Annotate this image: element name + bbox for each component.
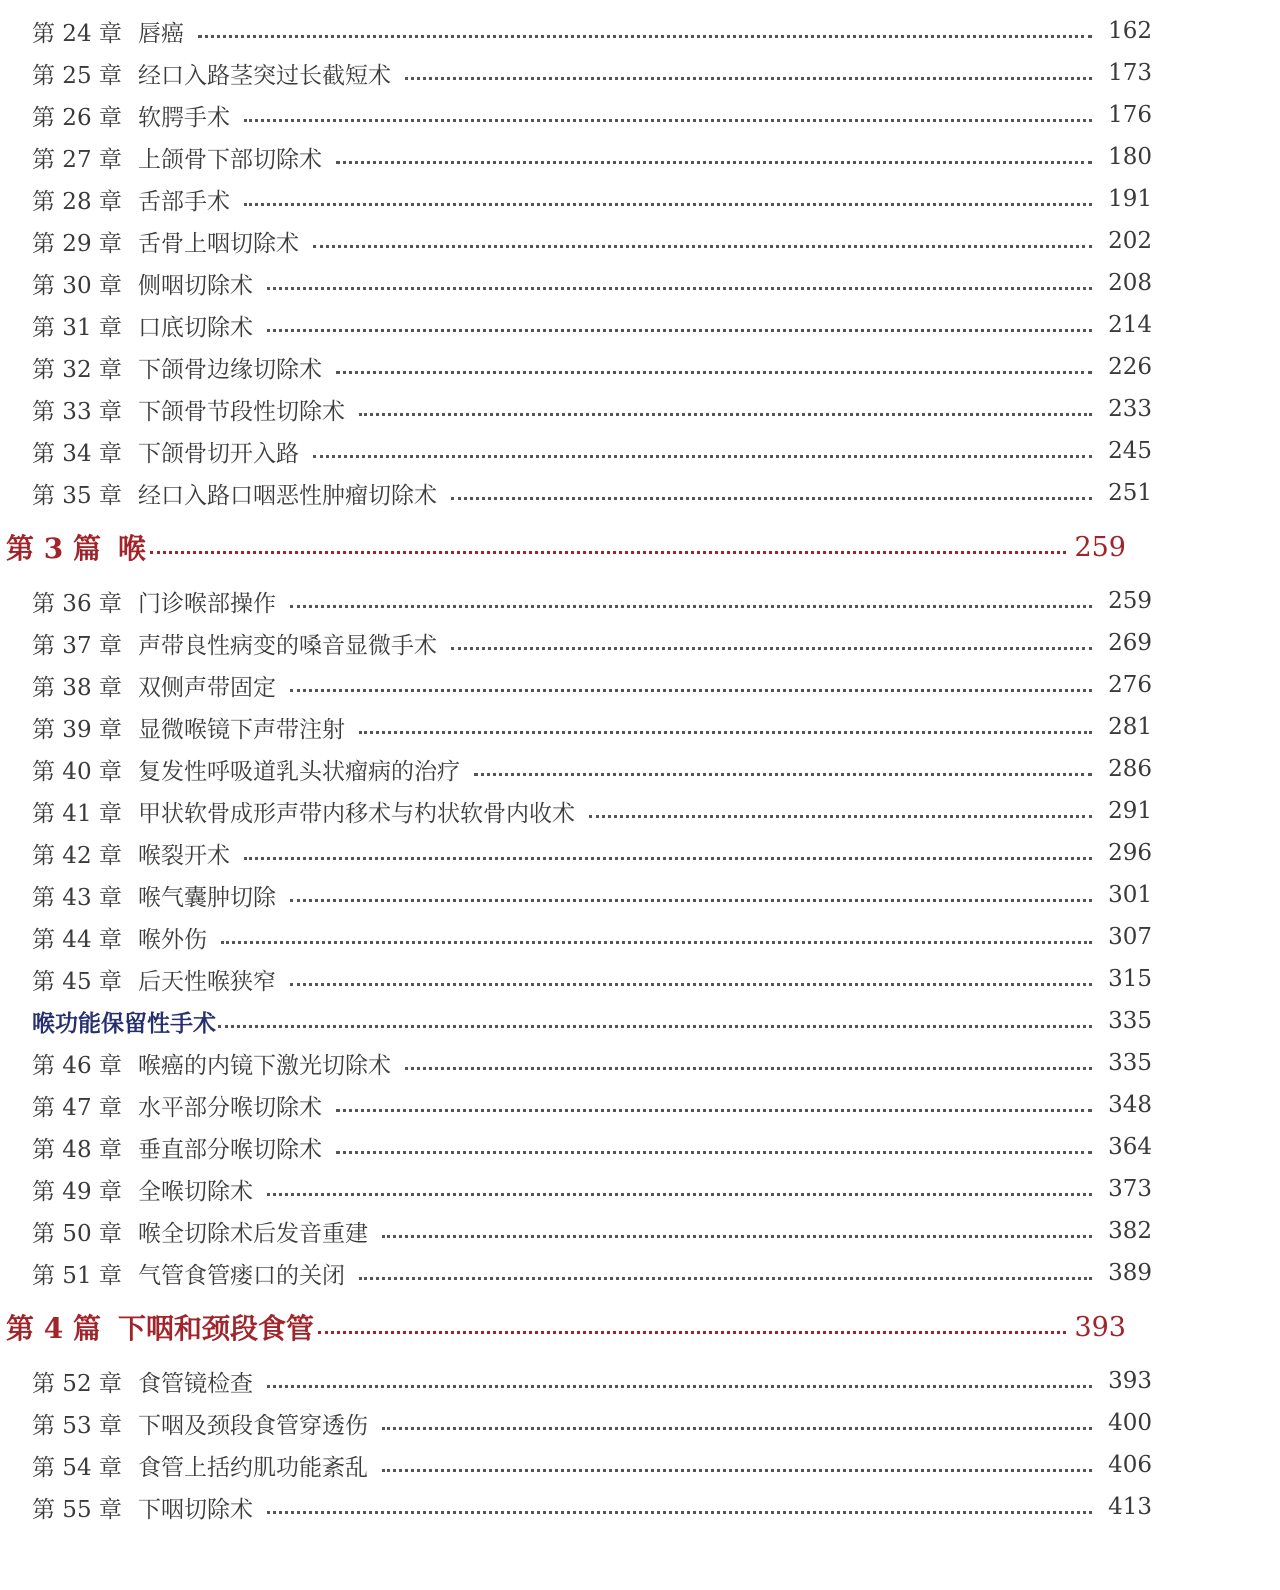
chapter-title: 上颌骨下部切除术 — [138, 146, 322, 173]
page-number: 176 — [1108, 102, 1152, 128]
page-number: 296 — [1108, 840, 1152, 866]
toc-chapter-row[interactable] — [0, 790, 1152, 832]
chapter-title: 下颌骨切开入路 — [138, 440, 299, 467]
chapter-number: 第 48 章 — [32, 1136, 122, 1163]
chapter-number: 第 34 章 — [32, 440, 122, 467]
page-number: 393 — [1074, 1311, 1126, 1343]
page-number: 259 — [1074, 531, 1126, 563]
chapter-title: 唇癌 — [138, 20, 184, 47]
toc-chapter-row[interactable] — [0, 916, 1152, 958]
chapter-number: 第 26 章 — [32, 104, 122, 131]
toc-chapter-row[interactable] — [0, 1126, 1152, 1168]
chapter-title: 下颌骨节段性切除术 — [138, 398, 345, 425]
toc-chapter-row[interactable] — [0, 1252, 1152, 1294]
toc-chapter-row[interactable] — [0, 262, 1152, 304]
toc-chapter-row[interactable] — [0, 472, 1152, 514]
chapter-number: 第 39 章 — [32, 716, 122, 743]
chapter-title: 食管镜检查 — [138, 1370, 253, 1397]
part-title: 下咽和颈段食管 — [118, 1312, 315, 1345]
chapter-title: 水平部分喉切除术 — [138, 1094, 322, 1121]
chapter-title: 气管食管瘘口的关闭 — [138, 1262, 345, 1289]
page-number: 307 — [1108, 924, 1152, 950]
page-number: 214 — [1108, 312, 1152, 338]
dot-leader — [336, 157, 1092, 164]
page-number: 373 — [1108, 1176, 1152, 1202]
toc-chapter-row[interactable] — [0, 958, 1152, 1000]
toc-chapter-row[interactable] — [0, 706, 1152, 748]
chapter-title: 经口入路茎突过长截短术 — [138, 62, 391, 89]
chapter-title: 甲状软骨成形声带内移术与杓状软骨内收术 — [138, 800, 575, 827]
toc-chapter-row[interactable] — [0, 178, 1152, 220]
dot-leader — [290, 601, 1092, 608]
chapter-number: 第 24 章 — [32, 20, 122, 47]
toc-chapter-row[interactable] — [0, 832, 1152, 874]
toc-chapter-row[interactable] — [0, 748, 1152, 790]
page-number: 276 — [1108, 672, 1152, 698]
page-number: 162 — [1108, 18, 1152, 44]
dot-leader — [244, 115, 1092, 122]
toc-chapter-row[interactable] — [0, 1402, 1152, 1444]
chapter-title: 食管上括约肌功能紊乱 — [138, 1454, 368, 1481]
page-number: 382 — [1108, 1218, 1152, 1244]
page-number: 226 — [1108, 354, 1152, 380]
chapter-number: 第 52 章 — [32, 1370, 122, 1397]
dot-leader — [382, 1423, 1092, 1430]
toc-chapter-row[interactable] — [0, 10, 1152, 52]
dot-leader — [267, 283, 1092, 290]
page-number: 245 — [1108, 438, 1152, 464]
page-number: 291 — [1108, 798, 1152, 824]
chapter-number: 第 50 章 — [32, 1220, 122, 1247]
section-title: 喉功能保留性手术 — [32, 1010, 216, 1037]
page-number: 400 — [1108, 1410, 1152, 1436]
page-number: 301 — [1108, 882, 1152, 908]
chapter-title: 下颌骨边缘切除术 — [138, 356, 322, 383]
page-number: 173 — [1108, 60, 1152, 86]
chapter-title: 舌部手术 — [138, 188, 230, 215]
toc-chapter-row[interactable] — [0, 430, 1152, 472]
page-number: 233 — [1108, 396, 1152, 422]
chapter-number: 第 45 章 — [32, 968, 122, 995]
toc-chapter-row[interactable] — [0, 1210, 1152, 1252]
chapter-title: 喉癌的内镜下激光切除术 — [138, 1052, 391, 1079]
page-number: 393 — [1108, 1368, 1152, 1394]
toc-chapter-row[interactable] — [0, 136, 1152, 178]
chapter-number: 第 47 章 — [32, 1094, 122, 1121]
chapter-title: 下咽及颈段食管穿透伤 — [138, 1412, 368, 1439]
chapter-title: 显微喉镜下声带注射 — [138, 716, 345, 743]
dot-leader — [405, 73, 1092, 80]
page-number: 286 — [1108, 756, 1152, 782]
page-number: 191 — [1108, 186, 1152, 212]
dot-leader — [382, 1231, 1092, 1238]
dot-leader — [313, 241, 1092, 248]
chapter-number: 第 33 章 — [32, 398, 122, 425]
dot-leader — [150, 547, 1066, 554]
chapter-title: 口底切除术 — [138, 314, 253, 341]
dot-leader — [244, 853, 1092, 860]
dot-leader — [451, 643, 1092, 650]
toc-part-heading[interactable] — [0, 1294, 1126, 1360]
page-number: 202 — [1108, 228, 1152, 254]
chapter-number: 第 37 章 — [32, 632, 122, 659]
chapter-number: 第 41 章 — [32, 800, 122, 827]
toc-chapter-row[interactable] — [0, 1168, 1152, 1210]
chapter-number: 第 29 章 — [32, 230, 122, 257]
chapter-title: 喉气囊肿切除 — [138, 884, 276, 911]
dot-leader — [451, 493, 1092, 500]
chapter-number: 第 53 章 — [32, 1412, 122, 1439]
toc-chapter-row[interactable] — [0, 1084, 1152, 1126]
dot-leader — [267, 1189, 1092, 1196]
dot-leader — [218, 1021, 1092, 1028]
chapter-title: 下咽切除术 — [138, 1496, 253, 1523]
chapter-number: 第 32 章 — [32, 356, 122, 383]
chapter-number: 第 31 章 — [32, 314, 122, 341]
toc-chapter-row[interactable] — [0, 94, 1152, 136]
dot-leader — [244, 199, 1092, 206]
page-number: 251 — [1108, 480, 1152, 506]
chapter-number: 第 43 章 — [32, 884, 122, 911]
dot-leader — [290, 895, 1092, 902]
page-number: 335 — [1108, 1050, 1152, 1076]
page-number: 269 — [1108, 630, 1152, 656]
toc-chapter-row[interactable] — [0, 304, 1152, 346]
dot-leader — [221, 937, 1092, 944]
dot-leader — [290, 979, 1092, 986]
chapter-number: 第 38 章 — [32, 674, 122, 701]
page-number: 259 — [1108, 588, 1152, 614]
dot-leader — [336, 1105, 1092, 1112]
chapter-number: 第 46 章 — [32, 1052, 122, 1079]
chapter-title: 软腭手术 — [138, 104, 230, 131]
chapter-number: 第 51 章 — [32, 1262, 122, 1289]
chapter-number: 第 35 章 — [32, 482, 122, 509]
dot-leader — [359, 1273, 1092, 1280]
chapter-title: 复发性呼吸道乳头状瘤病的治疗 — [138, 758, 460, 785]
chapter-title: 喉裂开术 — [138, 842, 230, 869]
part-number: 第 4 篇 — [6, 1312, 101, 1345]
page-number: 389 — [1108, 1260, 1152, 1286]
page-number: 281 — [1108, 714, 1152, 740]
chapter-number: 第 30 章 — [32, 272, 122, 299]
toc-chapter-row[interactable] — [0, 874, 1152, 916]
toc-chapter-row[interactable] — [0, 1042, 1152, 1084]
toc-chapter-row[interactable] — [0, 580, 1152, 622]
chapter-number: 第 42 章 — [32, 842, 122, 869]
dot-leader — [336, 367, 1092, 374]
chapter-title: 声带良性病变的嗓音显微手术 — [138, 632, 437, 659]
toc-chapter-row[interactable] — [0, 664, 1152, 706]
toc-chapter-row[interactable] — [0, 1444, 1152, 1486]
part-number: 第 3 篇 — [6, 532, 101, 565]
dot-leader — [359, 727, 1092, 734]
chapter-number: 第 28 章 — [32, 188, 122, 215]
toc-chapter-row[interactable] — [0, 1360, 1152, 1402]
chapter-number: 第 54 章 — [32, 1454, 122, 1481]
chapter-number: 第 55 章 — [32, 1496, 122, 1523]
dot-leader — [267, 325, 1092, 332]
chapter-title: 经口入路口咽恶性肿瘤切除术 — [138, 482, 437, 509]
dot-leader — [382, 1465, 1092, 1472]
page-number: 413 — [1108, 1494, 1152, 1520]
chapter-title: 全喉切除术 — [138, 1178, 253, 1205]
chapter-title: 舌骨上咽切除术 — [138, 230, 299, 257]
chapter-number: 第 44 章 — [32, 926, 122, 953]
dot-leader — [267, 1381, 1092, 1388]
chapter-title: 喉全切除术后发音重建 — [138, 1220, 368, 1247]
chapter-title: 双侧声带固定 — [138, 674, 276, 701]
dot-leader — [290, 685, 1092, 692]
toc-part-heading[interactable] — [0, 514, 1126, 580]
page-number: 208 — [1108, 270, 1152, 296]
dot-leader — [359, 409, 1092, 416]
chapter-number: 第 27 章 — [32, 146, 122, 173]
page-number: 315 — [1108, 966, 1152, 992]
toc-chapter-row[interactable] — [0, 388, 1152, 430]
dot-leader — [405, 1063, 1092, 1070]
chapter-number: 第 49 章 — [32, 1178, 122, 1205]
page-number: 406 — [1108, 1452, 1152, 1478]
chapter-title: 垂直部分喉切除术 — [138, 1136, 322, 1163]
toc-chapter-row[interactable] — [0, 622, 1152, 664]
chapter-title: 侧咽切除术 — [138, 272, 253, 299]
chapter-number: 第 40 章 — [32, 758, 122, 785]
toc-chapter-row[interactable] — [0, 346, 1152, 388]
page-number: 180 — [1108, 144, 1152, 170]
table-of-contents — [0, 10, 1280, 1528]
dot-leader — [336, 1147, 1092, 1154]
page-number: 348 — [1108, 1092, 1152, 1118]
page-number: 335 — [1108, 1008, 1152, 1034]
toc-chapter-row[interactable] — [0, 220, 1152, 262]
chapter-title: 后天性喉狭窄 — [138, 968, 276, 995]
page-number: 364 — [1108, 1134, 1152, 1160]
dot-leader — [318, 1327, 1066, 1334]
toc-chapter-row[interactable] — [0, 52, 1152, 94]
dot-leader — [474, 769, 1092, 776]
dot-leader — [267, 1507, 1092, 1514]
chapter-title: 喉外伤 — [138, 926, 207, 953]
toc-chapter-row[interactable] — [0, 1486, 1152, 1528]
chapter-title: 门诊喉部操作 — [138, 590, 276, 617]
chapter-number: 第 36 章 — [32, 590, 122, 617]
dot-leader — [589, 811, 1092, 818]
part-title: 喉 — [118, 532, 147, 565]
dot-leader — [198, 31, 1092, 38]
chapter-number: 第 25 章 — [32, 62, 122, 89]
toc-section-heading[interactable] — [0, 1000, 1152, 1042]
dot-leader — [313, 451, 1092, 458]
